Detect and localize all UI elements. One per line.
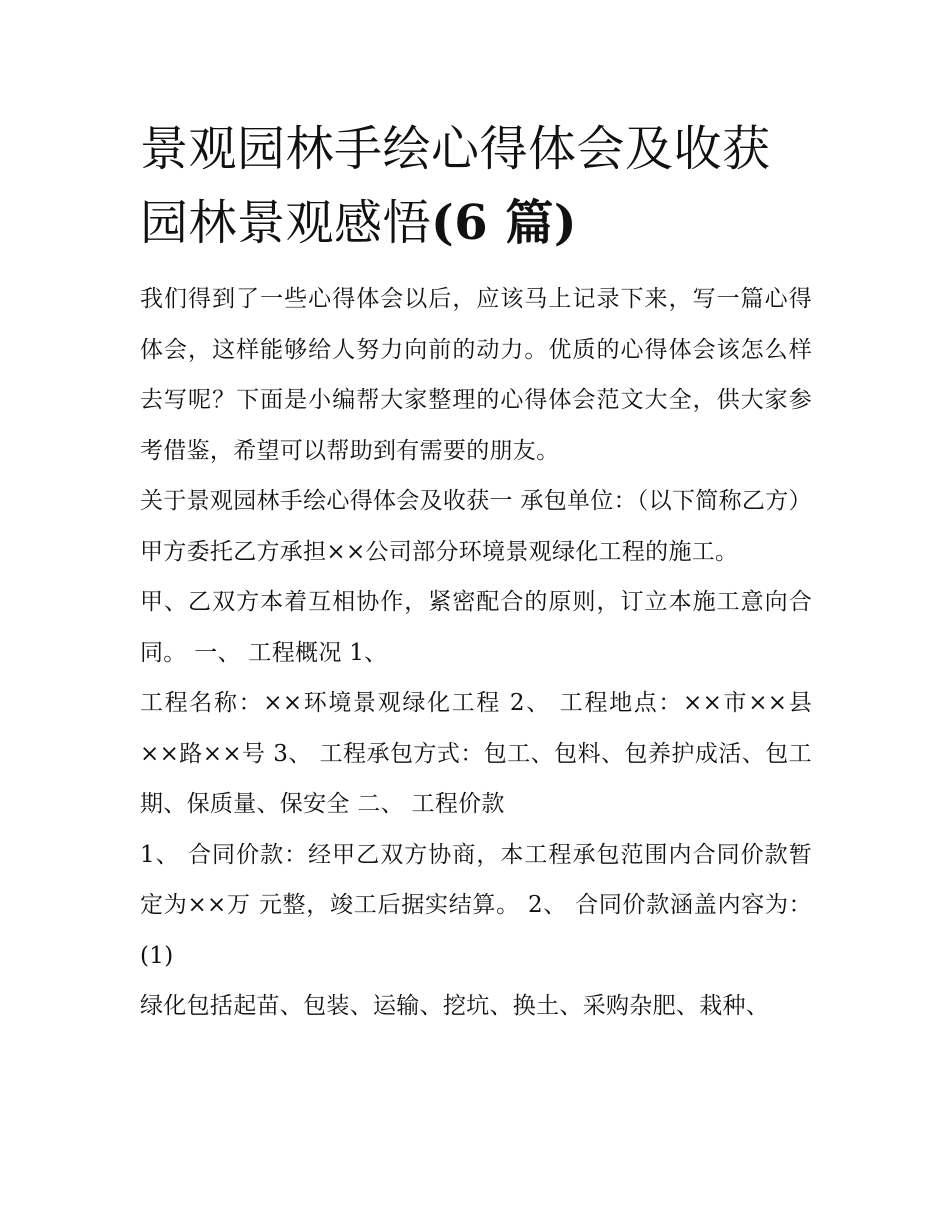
- paragraph-intro: 我们得到了一些心得体会以后，应该马上记录下来，写一篇心得体会，这样能够给人努力向前的动力。优质的心得体会该怎么样去写呢？下面是小编帮大家整理的心得体会范文大全，供大家参考借鉴，希望可以帮助到有需要的朋友。: [140, 286, 812, 464]
- document-body: [140, 274, 812, 1032]
- paragraph-greening: 绿化包括起苗、包装、运输、挖坑、换土、采购杂肥、栽种、: [140, 993, 770, 1019]
- paragraph-principle: 甲、乙双方本着互相协作，紧密配合的原则，订立本施工意向合同。 一、 工程概况 1、: [140, 589, 812, 666]
- title-line-1: 景观园林手绘心得体会及收获: [140, 121, 771, 177]
- title-line-2-text: 园林景观感悟: [140, 195, 432, 251]
- title-count: (6 篇): [431, 195, 578, 251]
- paragraph-contractor: 关于景观园林手绘心得体会及收获一 承包单位：（以下简称乙方）: [140, 488, 812, 514]
- document-title: [140, 112, 812, 260]
- paragraph-commission: 甲方委托乙方承担××公司部分环境景观绿化工程的施工。: [140, 538, 739, 565]
- paragraph-contract-price: 1、 合同价款：经甲乙双方协商，本工程承包范围内合同价款暂定为××万 元整，竣工后据实结算。 2、 合同价款涵盖内容为： (1): [140, 841, 812, 969]
- title-line-2: [140, 186, 812, 260]
- paragraph-project-info: 工程名称：××环境景观绿化工程 2、 工程地点：××市××县××路××号 3、 工程承包方式：包工、包料、包养护成活、包工期、保质量、保安全 二、 工程价款: [140, 690, 812, 817]
